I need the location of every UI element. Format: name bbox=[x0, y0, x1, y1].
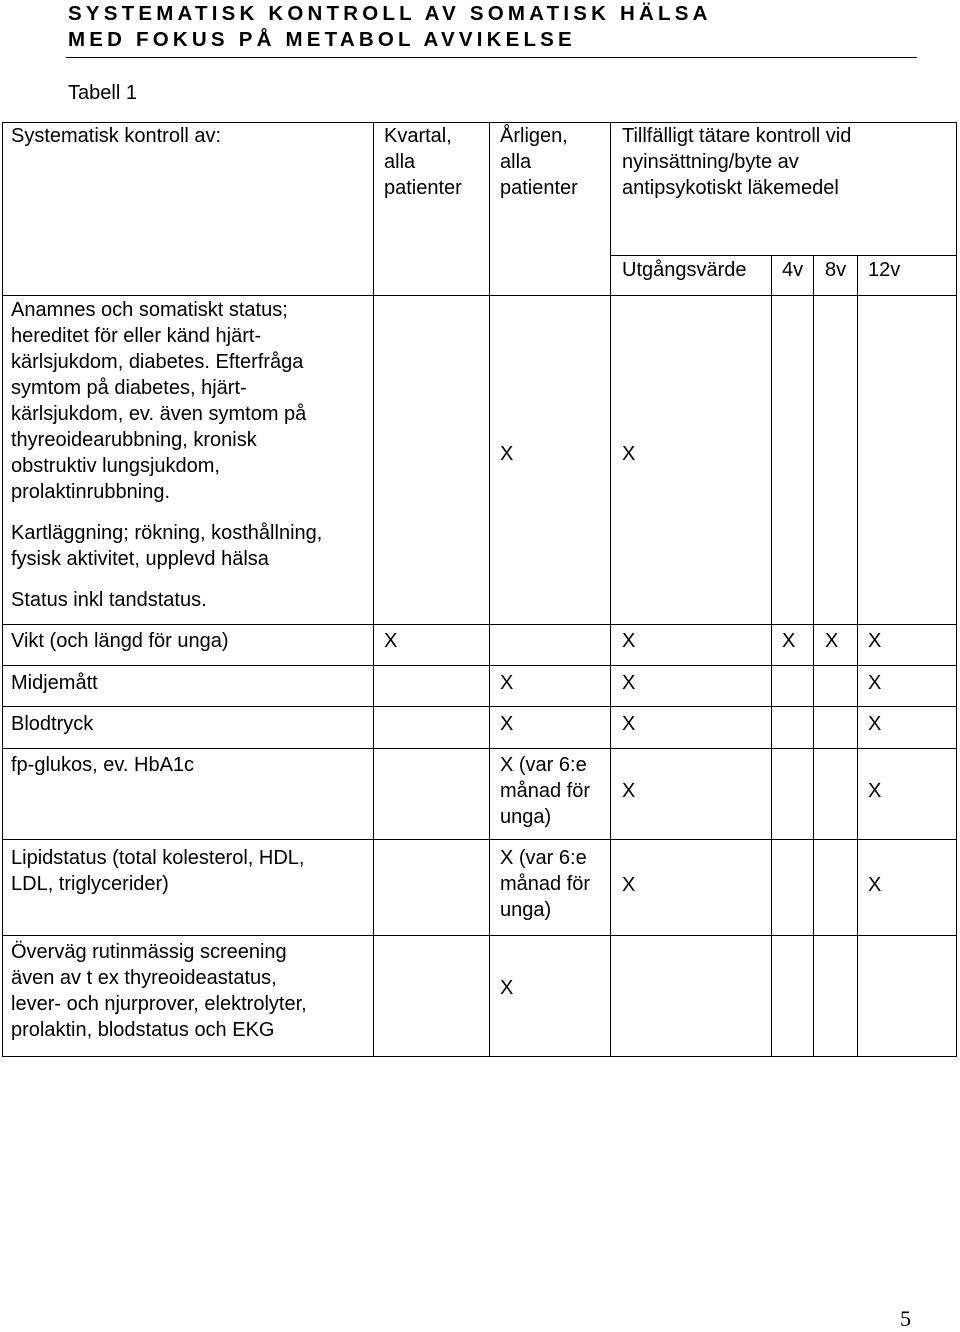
column-header-quarterly: Kvartal, alla patienter bbox=[384, 125, 462, 199]
col-divider bbox=[813, 255, 814, 1057]
row-midje-yearly-mark: X bbox=[500, 672, 514, 694]
column-header-check: Systematisk kontroll av: bbox=[11, 125, 222, 147]
column-header-temporary: Tillfälligt tätare kontroll vid nyinsättning/byte av antipsykotiskt läkemedel bbox=[622, 125, 852, 199]
row-overvag-label: Överväg rutinmässig screening även av t ex thyreoideastatus, lever- och njurprover, elektrolyter, prolaktin, blodstatus och EKG bbox=[11, 941, 307, 1041]
row-blod-baseline-mark: X bbox=[622, 713, 636, 735]
page-number: 5 bbox=[900, 1306, 911, 1331]
row-blod-yearly-mark: X bbox=[500, 713, 514, 735]
row-lipid-12v-mark: X bbox=[868, 874, 882, 896]
table-border-left bbox=[2, 122, 3, 1057]
row-divider bbox=[2, 748, 957, 749]
subheader-8v: 8v bbox=[825, 259, 847, 281]
row-divider bbox=[610, 255, 957, 256]
row-midje-label: Midjemått bbox=[11, 672, 98, 694]
col-divider bbox=[771, 255, 772, 1057]
row-divider bbox=[2, 935, 957, 936]
column-header-yearly: Årligen, alla patienter bbox=[500, 125, 578, 199]
col-divider bbox=[373, 122, 374, 1057]
row-divider bbox=[2, 295, 957, 296]
row-vikt-label: Vikt (och längd för unga) bbox=[11, 630, 229, 652]
row-vikt-baseline-mark: X bbox=[622, 630, 636, 652]
row-overvag-yearly-mark: X bbox=[500, 977, 514, 999]
row-vikt-quarterly-mark: X bbox=[384, 630, 398, 652]
row-vikt-12v-mark: X bbox=[868, 630, 882, 652]
row-lipid-baseline-mark: X bbox=[622, 874, 636, 896]
row-divider bbox=[2, 665, 957, 666]
row-anamnes-baseline-mark: X bbox=[622, 443, 636, 465]
row-fpg-baseline-mark: X bbox=[622, 780, 636, 802]
table-caption: Tabell 1 bbox=[68, 82, 137, 104]
table-border-right bbox=[956, 122, 957, 1057]
row-anamnes-status: Status inkl tandstatus. bbox=[11, 589, 207, 611]
row-blod-label: Blodtryck bbox=[11, 713, 94, 735]
col-divider bbox=[610, 122, 611, 1057]
subheader-4v: 4v bbox=[782, 259, 804, 281]
col-divider bbox=[489, 122, 490, 1057]
row-midje-12v-mark: X bbox=[868, 672, 882, 694]
document-title-line-1: SYSTEMATISK KONTROLL AV SOMATISK HÄLSA bbox=[68, 2, 712, 25]
row-fpg-12v-mark: X bbox=[868, 780, 882, 802]
row-lipid-yearly-mark: X (var 6:e månad för unga) bbox=[500, 847, 591, 921]
subheader-baseline: Utgångsvärde bbox=[622, 259, 747, 281]
row-anamnes-label: Anamnes och somatiskt status; hereditet för eller känd hjärt- kärlsjukdom, diabetes. Efterfråga symtom på diabetes, hjärt- kärlsjukdom, ev. även symtom på thyreoidearubbning, kronisk obstruktiv lungsjukdom, prolaktinrubbning. bbox=[11, 299, 307, 503]
row-fpg-label: fp-glukos, ev. HbA1c bbox=[11, 754, 195, 776]
row-blod-12v-mark: X bbox=[868, 713, 882, 735]
header-rule bbox=[66, 57, 917, 58]
subheader-12v: 12v bbox=[868, 259, 901, 281]
row-vikt-4v-mark: X bbox=[782, 630, 796, 652]
row-divider bbox=[2, 624, 957, 625]
row-anamnes-survey: Kartläggning; rökning, kosthållning, fysisk aktivitet, upplevd hälsa bbox=[11, 522, 323, 570]
row-anamnes-yearly-mark: X bbox=[500, 443, 514, 465]
row-lipid-label: Lipidstatus (total kolesterol, HDL, LDL, triglycerider) bbox=[11, 847, 305, 895]
row-fpg-yearly-mark: X (var 6:e månad för unga) bbox=[500, 754, 591, 828]
row-divider bbox=[2, 839, 957, 840]
row-midje-baseline-mark: X bbox=[622, 672, 636, 694]
row-divider bbox=[2, 706, 957, 707]
col-divider bbox=[857, 255, 858, 1057]
document-title-line-2: MED FOKUS PÅ METABOL AVVIKELSE bbox=[68, 28, 576, 51]
row-vikt-8v-mark: X bbox=[825, 630, 839, 652]
